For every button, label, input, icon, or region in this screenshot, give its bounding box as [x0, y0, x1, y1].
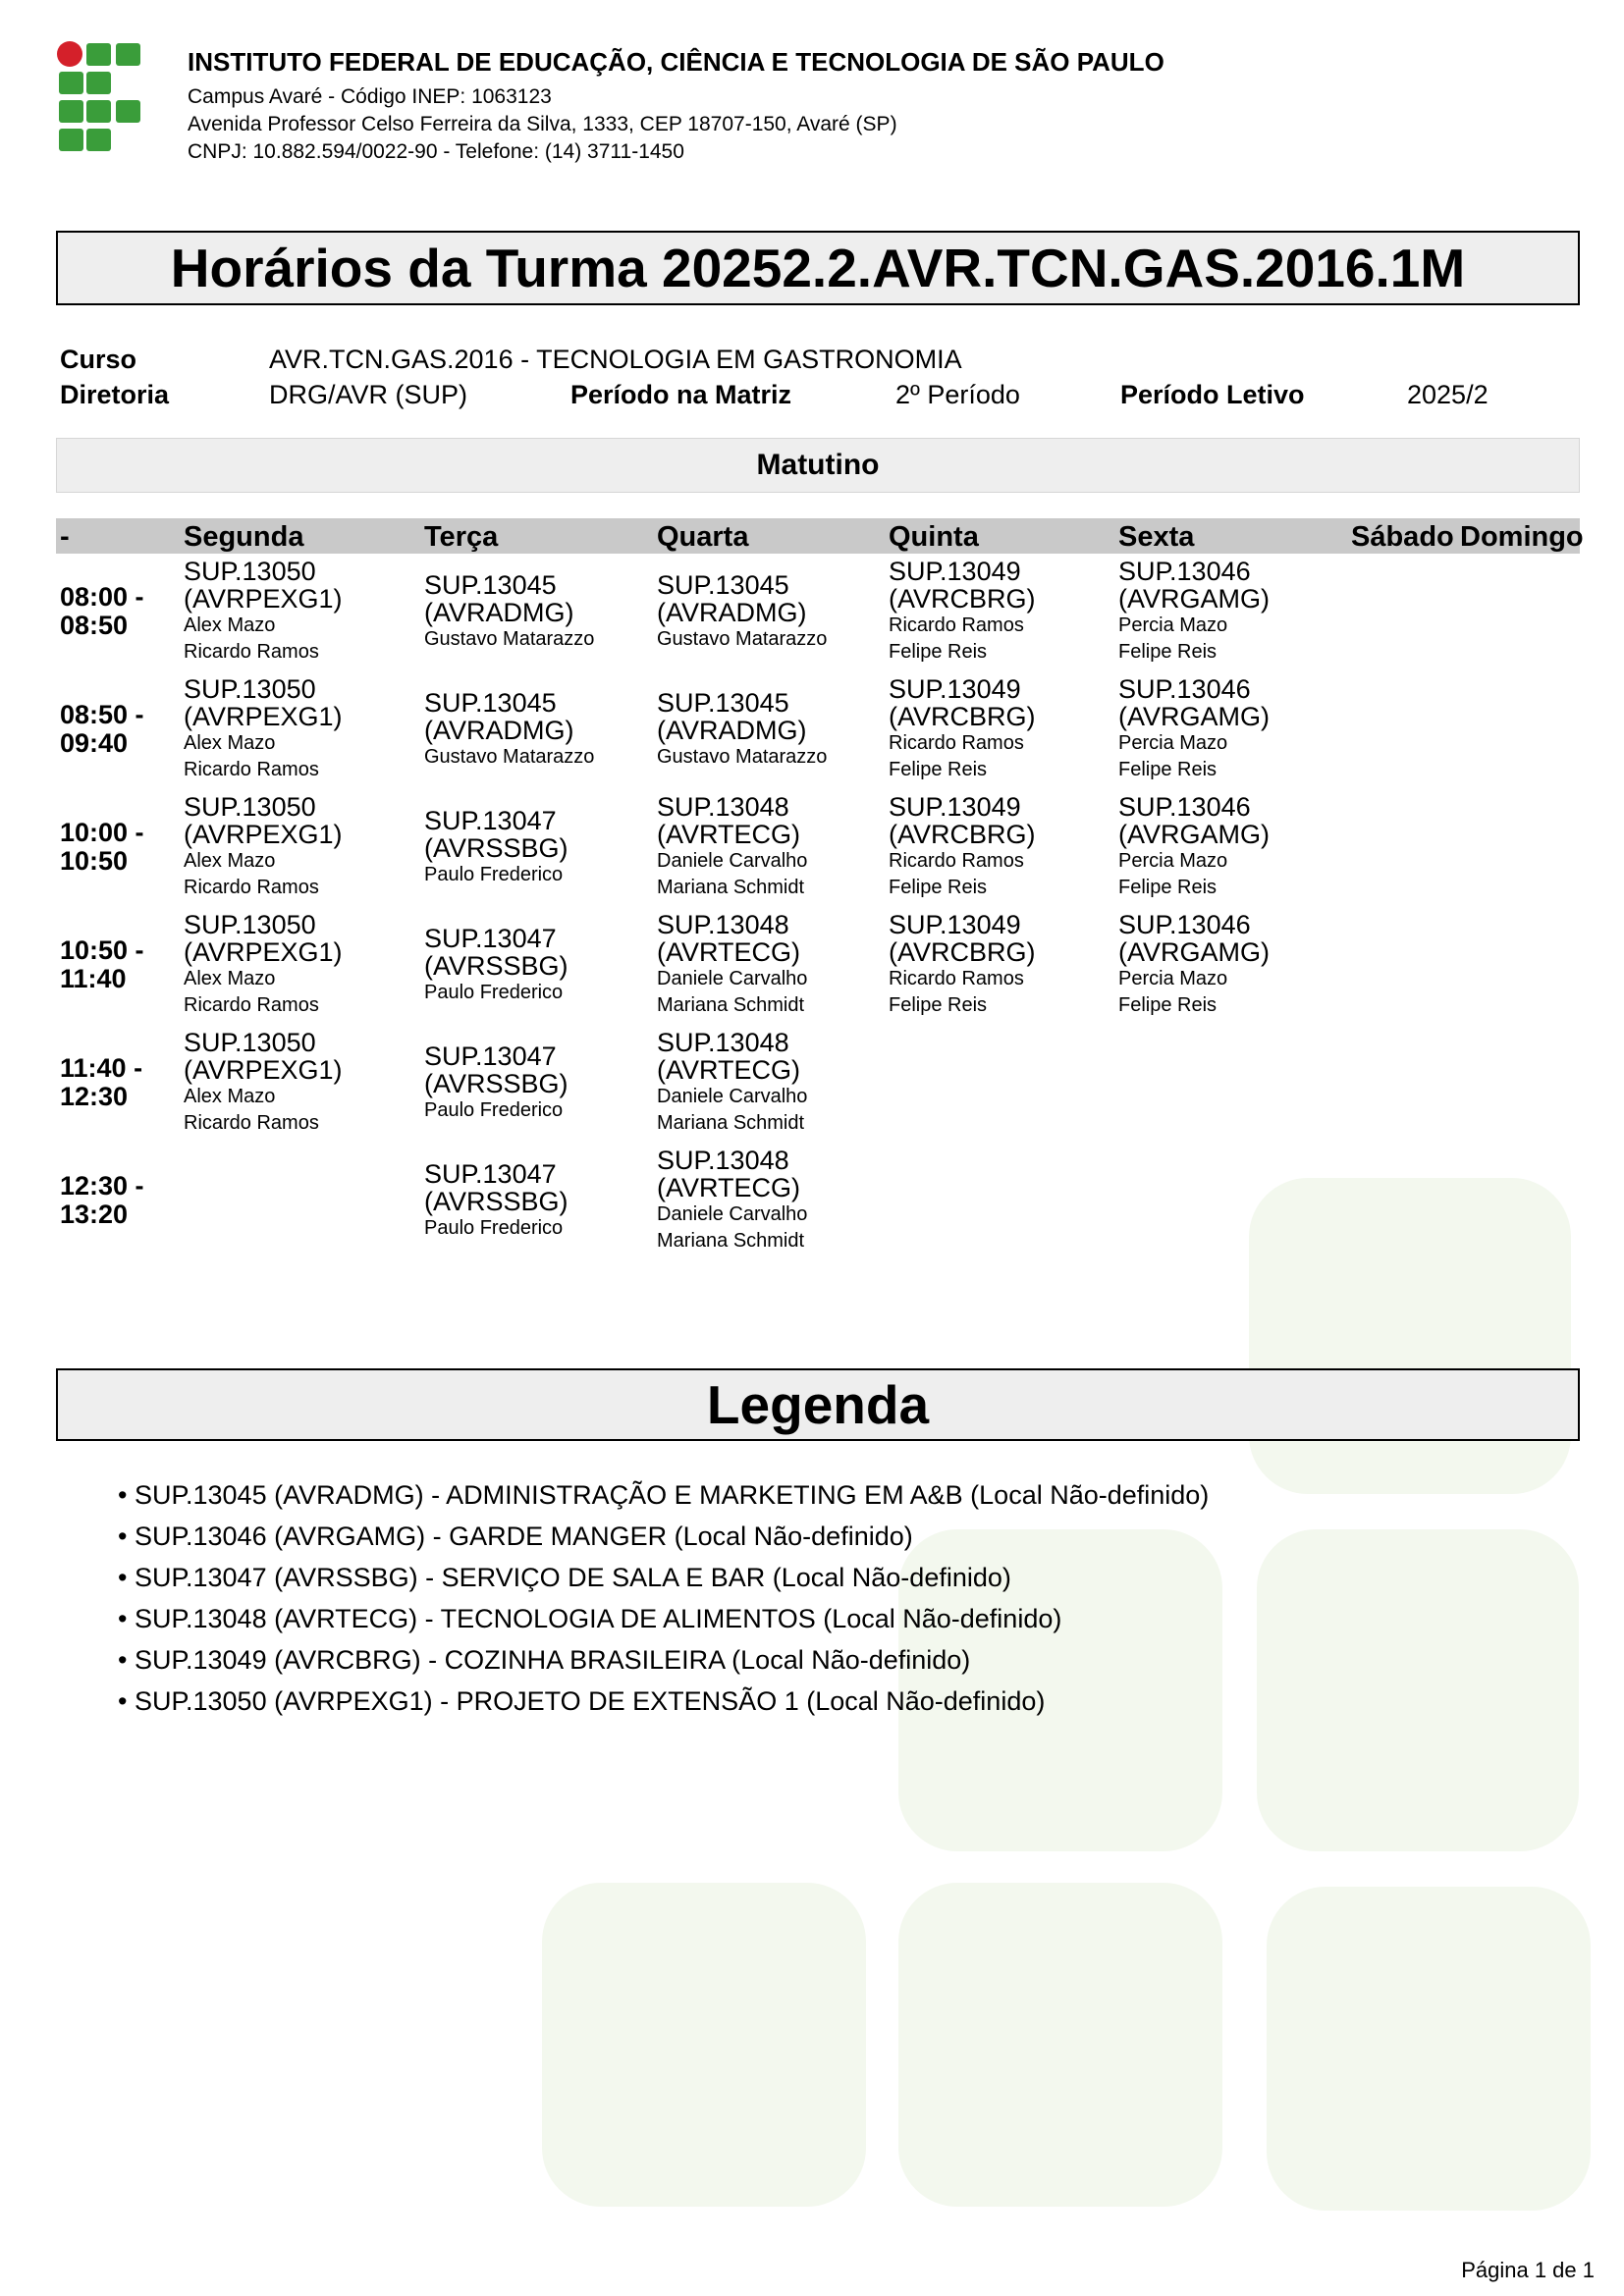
- institution-name: INSTITUTO FEDERAL DE EDUCAÇÃO, CIÊNCIA E TECNOLOGIA DE SÃO PAULO: [188, 47, 1164, 77]
- class-cell: [1118, 911, 1270, 1019]
- class-abbr: (AVRPEXG1): [184, 702, 343, 731]
- class-cell: [657, 571, 827, 653]
- logo-square: [59, 100, 83, 123]
- time-line: 09:40: [60, 728, 129, 758]
- page-title: Horários da Turma 20252.2.AVR.TCN.GAS.2016.1M: [56, 231, 1580, 305]
- class-code: SUP.13049: [889, 674, 1021, 704]
- logo-square: [59, 129, 83, 151]
- time-line: 11:40 -: [60, 1053, 143, 1083]
- class-code: SUP.13050: [184, 792, 316, 822]
- curso-label: Curso: [60, 345, 137, 374]
- class-teacher: Ricardo Ramos: [889, 850, 1024, 872]
- page-number: Página 1 de 1: [1461, 2258, 1595, 2282]
- shift-title: Matutino: [56, 438, 1580, 493]
- class-teacher: Mariana Schmidt: [657, 1112, 805, 1134]
- legend-item: • SUP.13049 (AVRCBRG) - COZINHA BRASILEIRA (Local Não-definido): [118, 1639, 1209, 1681]
- logo-square: [86, 100, 111, 123]
- class-abbr: (AVRGAMG): [1118, 702, 1270, 731]
- legend-item: • SUP.13047 (AVRSSBG) - SERVIÇO DE SALA E BAR (Local Não-definido): [118, 1557, 1209, 1598]
- class-abbr: (AVRGAMG): [1118, 820, 1270, 849]
- class-abbr: (AVRTECG): [657, 1055, 801, 1085]
- logo-square: [86, 43, 111, 66]
- class-abbr: (AVRADMG): [424, 598, 574, 627]
- class-code: SUP.13049: [889, 910, 1021, 939]
- class-code: SUP.13047: [424, 1159, 557, 1189]
- class-code: SUP.13045: [657, 570, 789, 600]
- class-teacher: Felipe Reis: [889, 759, 988, 780]
- class-teacher: Daniele Carvalho: [657, 850, 808, 872]
- class-abbr: (AVRADMG): [424, 716, 574, 745]
- class-teacher: Ricardo Ramos: [184, 759, 319, 780]
- class-teacher: Felipe Reis: [1118, 877, 1218, 898]
- class-code: SUP.13048: [657, 1028, 789, 1057]
- class-cell: [1118, 675, 1270, 783]
- logo-square: [116, 100, 140, 123]
- class-teacher: Alex Mazo: [184, 850, 276, 872]
- class-teacher: Daniele Carvalho: [657, 1203, 808, 1225]
- class-cell: [1118, 793, 1270, 901]
- class-teacher: Percia Mazo: [1118, 614, 1228, 636]
- class-abbr: (AVRSSBG): [424, 1187, 568, 1216]
- time-line: 08:00 -: [60, 582, 144, 612]
- class-code: SUP.13046: [1118, 910, 1251, 939]
- institution-logo: [57, 41, 145, 153]
- time-line: 12:30: [60, 1082, 129, 1111]
- time-line: 10:00 -: [60, 818, 144, 847]
- time-line: 12:30 -: [60, 1171, 144, 1201]
- class-teacher: Paulo Frederico: [424, 1217, 564, 1239]
- curso-value: AVR.TCN.GAS.2016 - TECNOLOGIA EM GASTRONOMIA: [269, 345, 962, 374]
- class-cell: [424, 925, 568, 1006]
- class-abbr: (AVRCBRG): [889, 584, 1036, 614]
- header-time: -: [60, 521, 70, 553]
- class-abbr: (AVRADMG): [657, 716, 807, 745]
- logo-square: [59, 72, 83, 94]
- logo-dot: [57, 41, 82, 67]
- class-cell: [184, 675, 343, 783]
- class-cell: [424, 807, 568, 888]
- class-code: SUP.13048: [657, 910, 789, 939]
- class-abbr: (AVRSSBG): [424, 951, 568, 981]
- class-teacher: Ricardo Ramos: [889, 614, 1024, 636]
- class-cell: [184, 558, 343, 666]
- class-teacher: Felipe Reis: [1118, 759, 1218, 780]
- time-slot: [60, 819, 144, 876]
- watermark-square: [1257, 1529, 1579, 1851]
- class-teacher: Gustavo Matarazzo: [657, 746, 828, 768]
- class-code: SUP.13046: [1118, 557, 1251, 586]
- logo-square: [116, 43, 140, 66]
- class-teacher: Ricardo Ramos: [184, 877, 319, 898]
- class-code: SUP.13049: [889, 792, 1021, 822]
- class-teacher: Felipe Reis: [1118, 994, 1218, 1016]
- header-terca: Terça: [424, 521, 499, 553]
- class-cell: [184, 911, 343, 1019]
- header-domingo: Domingo: [1460, 521, 1584, 553]
- class-teacher: Gustavo Matarazzo: [657, 628, 828, 650]
- legend-list: [118, 1474, 1209, 1722]
- class-cell: [424, 571, 594, 653]
- diretoria-value: DRG/AVR (SUP): [269, 380, 468, 409]
- class-teacher: Paulo Frederico: [424, 864, 564, 885]
- diretoria-label: Diretoria: [60, 380, 170, 409]
- time-line: 10:50 -: [60, 935, 144, 965]
- institution-campus: Campus Avaré - Código INEP: 1063123: [188, 85, 552, 108]
- class-teacher: Felipe Reis: [889, 877, 988, 898]
- class-code: SUP.13049: [889, 557, 1021, 586]
- class-code: SUP.13047: [424, 924, 557, 953]
- class-teacher: Ricardo Ramos: [889, 968, 1024, 989]
- time-line: 08:50: [60, 611, 129, 640]
- class-code: SUP.13048: [657, 792, 789, 822]
- watermark-square: [1249, 1178, 1571, 1494]
- class-code: SUP.13050: [184, 910, 316, 939]
- class-teacher: Percia Mazo: [1118, 732, 1228, 754]
- class-teacher: Percia Mazo: [1118, 850, 1228, 872]
- institution-address: Avenida Professor Celso Ferreira da Silva, 1333, CEP 18707-150, Avaré (SP): [188, 113, 897, 135]
- class-abbr: (AVRGAMG): [1118, 937, 1270, 967]
- class-teacher: Alex Mazo: [184, 732, 276, 754]
- class-code: SUP.13048: [657, 1146, 789, 1175]
- class-code: SUP.13050: [184, 674, 316, 704]
- class-teacher: Ricardo Ramos: [184, 641, 319, 663]
- class-cell: [424, 1042, 568, 1124]
- class-cell: [424, 689, 594, 771]
- class-code: SUP.13046: [1118, 792, 1251, 822]
- class-abbr: (AVRTECG): [657, 820, 801, 849]
- class-abbr: (AVRPEXG1): [184, 820, 343, 849]
- periodo-letivo-value: 2025/2: [1407, 380, 1489, 409]
- class-teacher: Paulo Frederico: [424, 1099, 564, 1121]
- time-line: 13:20: [60, 1200, 129, 1229]
- time-line: 10:50: [60, 846, 129, 876]
- class-code: SUP.13050: [184, 557, 316, 586]
- class-cell: [889, 793, 1036, 901]
- legend-item: • SUP.13050 (AVRPEXG1) - PROJETO DE EXTENSÃO 1 (Local Não-definido): [118, 1681, 1209, 1722]
- time-slot: [60, 1054, 142, 1111]
- class-cell: [657, 1147, 807, 1255]
- logo-square: [86, 72, 111, 94]
- periodo-letivo-label: Período Letivo: [1120, 380, 1305, 409]
- class-cell: [657, 911, 807, 1019]
- class-abbr: (AVRGAMG): [1118, 584, 1270, 614]
- class-teacher: Mariana Schmidt: [657, 994, 805, 1016]
- watermark-square: [898, 1883, 1222, 2207]
- class-abbr: (AVRPEXG1): [184, 584, 343, 614]
- class-teacher: Alex Mazo: [184, 1086, 276, 1107]
- class-abbr: (AVRTECG): [657, 1173, 801, 1202]
- header-sexta: Sexta: [1118, 521, 1195, 553]
- class-abbr: (AVRPEXG1): [184, 937, 343, 967]
- class-abbr: (AVRCBRG): [889, 702, 1036, 731]
- class-teacher: Percia Mazo: [1118, 968, 1228, 989]
- class-cell: [889, 558, 1036, 666]
- class-abbr: (AVRTECG): [657, 937, 801, 967]
- watermark-square: [1267, 1887, 1591, 2211]
- class-teacher: Alex Mazo: [184, 968, 276, 989]
- class-code: SUP.13047: [424, 806, 557, 835]
- class-abbr: (AVRPEXG1): [184, 1055, 343, 1085]
- legend-title: Legenda: [56, 1368, 1580, 1441]
- class-code: SUP.13047: [424, 1041, 557, 1071]
- class-teacher: Ricardo Ramos: [184, 1112, 319, 1134]
- time-slot: [60, 701, 144, 758]
- class-teacher: Daniele Carvalho: [657, 1086, 808, 1107]
- class-abbr: (AVRCBRG): [889, 820, 1036, 849]
- class-cell: [889, 911, 1036, 1019]
- class-teacher: Ricardo Ramos: [889, 732, 1024, 754]
- header-sabado: Sábado: [1351, 521, 1454, 553]
- time-slot: [60, 1172, 144, 1229]
- class-cell: [184, 793, 343, 901]
- class-teacher: Gustavo Matarazzo: [424, 628, 595, 650]
- class-abbr: (AVRADMG): [657, 598, 807, 627]
- class-cell: [184, 1029, 343, 1137]
- class-code: SUP.13045: [424, 688, 557, 718]
- class-cell: [657, 689, 827, 771]
- institution-contact: CNPJ: 10.882.594/0022-90 - Telefone: (14) 3711-1450: [188, 140, 684, 163]
- logo-square: [86, 129, 111, 151]
- class-teacher: Ricardo Ramos: [184, 994, 319, 1016]
- class-cell: [657, 793, 807, 901]
- institution-header: [188, 47, 1164, 166]
- periodo-matriz-label: Período na Matriz: [570, 380, 792, 409]
- class-cell: [657, 1029, 807, 1137]
- time-slot: [60, 936, 144, 993]
- class-teacher: Mariana Schmidt: [657, 877, 805, 898]
- time-line: 08:50 -: [60, 700, 144, 729]
- legend-item: • SUP.13046 (AVRGAMG) - GARDE MANGER (Local Não-definido): [118, 1516, 1209, 1557]
- class-abbr: (AVRCBRG): [889, 937, 1036, 967]
- header-quinta: Quinta: [889, 521, 979, 553]
- class-code: SUP.13046: [1118, 674, 1251, 704]
- class-teacher: Felipe Reis: [889, 994, 988, 1016]
- class-cell: [889, 675, 1036, 783]
- legend-item: • SUP.13048 (AVRTECG) - TECNOLOGIA DE ALIMENTOS (Local Não-definido): [118, 1598, 1209, 1639]
- class-teacher: Felipe Reis: [1118, 641, 1218, 663]
- class-abbr: (AVRSSBG): [424, 833, 568, 863]
- class-cell: [1118, 558, 1270, 666]
- class-code: SUP.13045: [657, 688, 789, 718]
- header-quarta: Quarta: [657, 521, 749, 553]
- time-line: 11:40: [60, 964, 127, 993]
- class-teacher: Mariana Schmidt: [657, 1230, 805, 1252]
- periodo-matriz-value: 2º Período: [895, 380, 1020, 409]
- class-teacher: Daniele Carvalho: [657, 968, 808, 989]
- class-teacher: Paulo Frederico: [424, 982, 564, 1003]
- class-teacher: Gustavo Matarazzo: [424, 746, 595, 768]
- class-teacher: Felipe Reis: [889, 641, 988, 663]
- class-cell: [424, 1160, 568, 1242]
- header-segunda: Segunda: [184, 521, 304, 553]
- class-code: SUP.13050: [184, 1028, 316, 1057]
- watermark-square: [542, 1883, 866, 2207]
- time-slot: [60, 583, 144, 640]
- class-abbr: (AVRSSBG): [424, 1069, 568, 1098]
- class-teacher: Alex Mazo: [184, 614, 276, 636]
- legend-item: • SUP.13045 (AVRADMG) - ADMINISTRAÇÃO E MARKETING EM A&B (Local Não-definido): [118, 1474, 1209, 1516]
- class-code: SUP.13045: [424, 570, 557, 600]
